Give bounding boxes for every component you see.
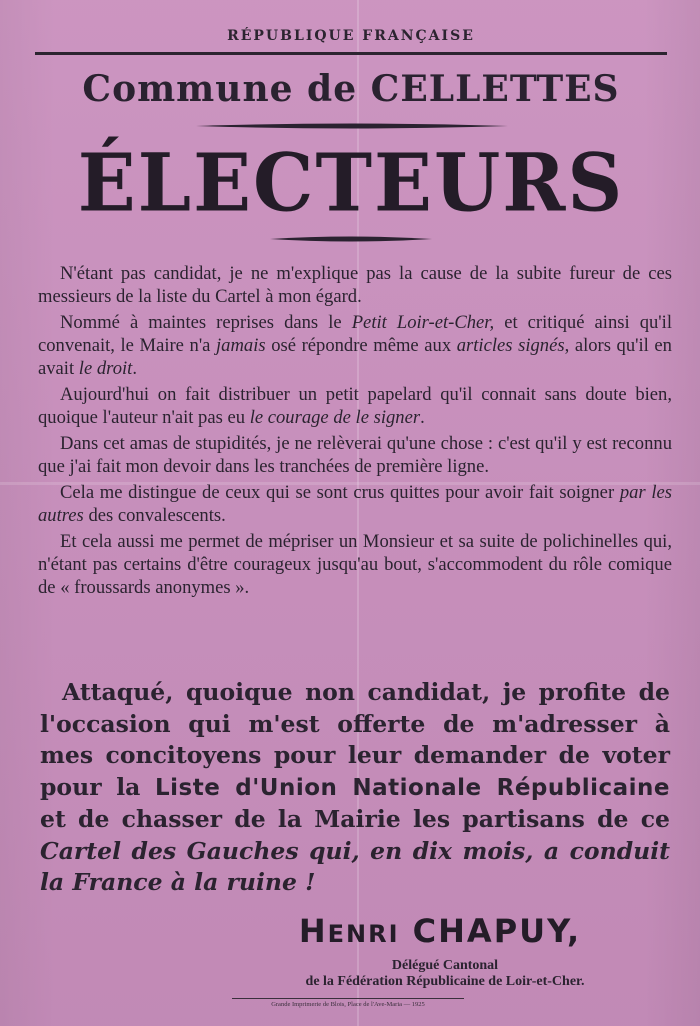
signature-role-line1: Délégué Cantonal: [391, 958, 499, 973]
appeal-italic-phrase: Cartel des Gauches qui, en dix mois, a conduit la France à la ruine !: [40, 836, 670, 896]
appeal-text: Attaqué, quoique non candidat, je profite de l'occasion qui m'est offerte de m'adresser à mes concitoyens pour leur demander de voter pour la Liste d'Union Nationale Républicaine et de chasser de la Mairie les partisans de ce Cartel des Gauches qui, en dix mois, a conduit la France à la ruine !: [40, 678, 670, 896]
body-paragraph: Nommé à maintes reprises dans le Petit Loir-et-Cher, et critiqué ainsi qu'il convenait, le Maire n'a jamais osé répondre même aux articles signés, alors qu'il en avait le droit.: [38, 312, 672, 379]
commune-title: Commune de CELLETTES: [82, 68, 620, 110]
body-paragraph: Dans cet amas de stupidités, je ne relèverai qu'une chose : c'est qu'il y est reconnu que j'ai fait mon devoir dans les tranchées de première ligne.: [38, 433, 672, 477]
signature-last-name: CHAPUY,: [412, 912, 582, 950]
italic-phrase: le courage de le signer: [249, 407, 421, 428]
header-republique: RÉPUBLIQUE FRANÇAISE: [227, 28, 475, 44]
signature: [240, 912, 640, 950]
main-title: ÉLECTEURS: [77, 135, 625, 230]
body-text: [38, 262, 672, 602]
signature-first-name: HENRI: [298, 912, 400, 950]
italic-phrase: Petit Loir-et-Cher,: [351, 312, 495, 333]
body-paragraph: Aujourd'hui on fait distribuer un petit papelard qu'il connait sans doute bien, quoique l'auteur n'ait pas eu le courage de le signer.: [38, 384, 672, 428]
italic-phrase: par les autres: [38, 482, 672, 526]
italic-phrase: le droit: [78, 358, 133, 379]
printer-rule: [232, 998, 464, 999]
italic-phrase: articles signés: [456, 335, 565, 356]
italic-phrase: jamais: [216, 335, 266, 356]
ornament-rule-bottom: [270, 235, 432, 243]
ornament-rule-top: [196, 122, 508, 130]
printer-credit: Grande Imprimerie de Blois, Place de l'Ave-Maria — 1925: [271, 1001, 425, 1008]
body-paragraph: N'étant pas candidat, je ne m'explique pas la cause de la subite fureur de ces messieurs de la liste du Cartel à mon égard.: [38, 263, 672, 307]
signature-role-line2: de la Fédération Républicaine de Loir-et-Cher.: [305, 974, 585, 989]
body-paragraph: Et cela aussi me permet de mépriser un Monsieur et sa suite de polichinelles qui, n'étant pas certains d'être courageux jusqu'au bout, s'accommodent du rôle comique de « froussards anonymes ».: [38, 531, 672, 598]
header-rule: [35, 52, 667, 55]
list-name: Liste d'Union Nationale Républicaine: [154, 774, 670, 801]
body-paragraph: Cela me distingue de ceux qui se sont crus quittes pour avoir fait soigner par les autres des convalescents.: [38, 482, 672, 526]
